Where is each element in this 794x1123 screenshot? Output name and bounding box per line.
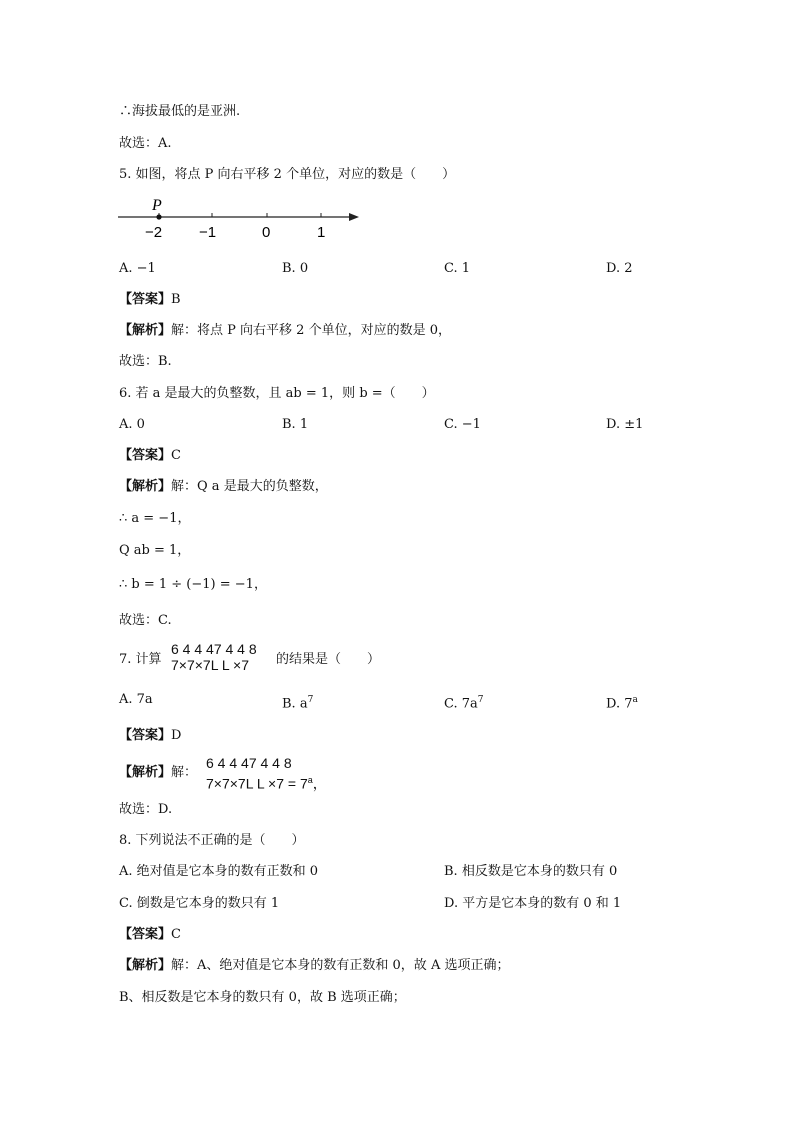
question-7-prefix: 7. 计算: [119, 652, 162, 667]
option-superscript: a: [632, 695, 638, 705]
explanation-line: [119, 957, 509, 975]
option-text: B. a: [282, 696, 308, 712]
answer-value: C: [171, 448, 181, 463]
answer-line: [119, 727, 181, 745]
tick-label: 0: [262, 224, 271, 241]
option-c: C. 1: [444, 261, 471, 276]
explanation-line: [119, 478, 328, 496]
explanation-tag: 【解析】: [119, 479, 172, 494]
answer-value: D: [171, 728, 182, 743]
question-7-suffix: 的结果是（ ）: [276, 652, 381, 667]
option-b: [282, 691, 313, 713]
option-a: A. 绝对值是它本身的数有正数和 0: [119, 864, 319, 879]
text-line: Q ab = 1，: [119, 543, 191, 558]
option-c: C. 倒数是它本身的数只有 1: [119, 896, 280, 911]
explanation-tag: 【解析】: [119, 765, 172, 780]
text-line: ∴ b = 1 ÷ (−1) = −1，: [119, 577, 267, 592]
answer-line: [119, 291, 181, 309]
explanation-text: 解：Q a 是最大的负整数，: [171, 479, 328, 494]
text-line: 故选：A.: [119, 136, 172, 151]
exp-bottom-text: 7×7×7L L ×7 = 7: [206, 775, 308, 792]
tick-label: −2: [145, 224, 163, 241]
answer-tag: 【答案】: [119, 927, 172, 942]
option-b: B. 0: [282, 261, 309, 276]
text-line: ∴ a = −1，: [119, 511, 191, 526]
option-d: D. ±1: [606, 417, 644, 432]
q7-stack-bottom: 7×7×7L L ×7: [171, 657, 249, 673]
option-b: B. 相反数是它本身的数只有 0: [444, 864, 618, 879]
question-6: 6. 若 a 是最大的负整数，且 ab = 1，则 b =（ ）: [119, 386, 435, 401]
q7-exp-stack-bottom: [206, 773, 327, 791]
text-line: 故选：C.: [119, 613, 172, 628]
explanation-line: [119, 322, 451, 340]
tick-label: 1: [317, 224, 326, 241]
explanation-line: [119, 764, 197, 782]
text-line: ∴海拔最低的是亚洲.: [119, 104, 241, 119]
q7-exp-stack-top: 6 4 4 47 4 4 8: [206, 755, 292, 771]
answer-value: B: [171, 292, 181, 307]
exp-superscript: a: [307, 775, 313, 785]
option-text: D. 7: [606, 696, 633, 712]
option-superscript: 7: [307, 695, 314, 705]
number-line: [115, 196, 365, 246]
text-line: 故选：B.: [119, 354, 172, 369]
option-superscript: 7: [477, 695, 484, 705]
option-text: C. 7a: [444, 696, 478, 712]
q7-stack-top: 6 4 4 47 4 4 8: [171, 641, 257, 657]
exp-end: ，: [312, 775, 327, 792]
question-8: 8. 下列说法不正确的是（ ）: [119, 833, 305, 848]
option-b: B. 1: [282, 417, 309, 432]
text-line: B、相反数是它本身的数只有 0，故 B 选项正确；: [119, 990, 406, 1005]
point-p-dot: [156, 214, 161, 219]
answer-line: [119, 447, 181, 465]
text-line: 故选：D.: [119, 802, 173, 817]
option-a: A. 0: [119, 417, 145, 432]
answer-tag: 【答案】: [119, 292, 172, 307]
explanation-tag: 【解析】: [119, 958, 172, 973]
option-a: A. −1: [119, 261, 156, 276]
answer-tag: 【答案】: [119, 728, 172, 743]
answer-tag: 【答案】: [119, 448, 172, 463]
option-d: D. 2: [606, 261, 633, 276]
question-5: 5. 如图，将点 P 向右平移 2 个单位，对应的数是（ ）: [119, 167, 456, 182]
explanation-text: 解：将点 P 向右平移 2 个单位，对应的数是 0，: [171, 323, 451, 338]
explanation-tag: 【解析】: [119, 323, 172, 338]
answer-line: [119, 926, 181, 944]
tick-label: −1: [199, 224, 217, 241]
answer-value: C: [171, 927, 181, 942]
explanation-text: 解：A、绝对值是它本身的数有正数和 0，故 A 选项正确；: [171, 958, 510, 973]
option-d: D. 平方是它本身的数有 0 和 1: [444, 896, 622, 911]
explanation-text: 解：: [171, 765, 198, 780]
option-d: [606, 691, 638, 713]
option-c: C. −1: [444, 417, 481, 432]
option-a: A. 7a: [119, 692, 153, 707]
option-c: [444, 691, 484, 713]
point-p-label: P: [152, 197, 162, 214]
arrow-right-icon: [349, 213, 359, 221]
